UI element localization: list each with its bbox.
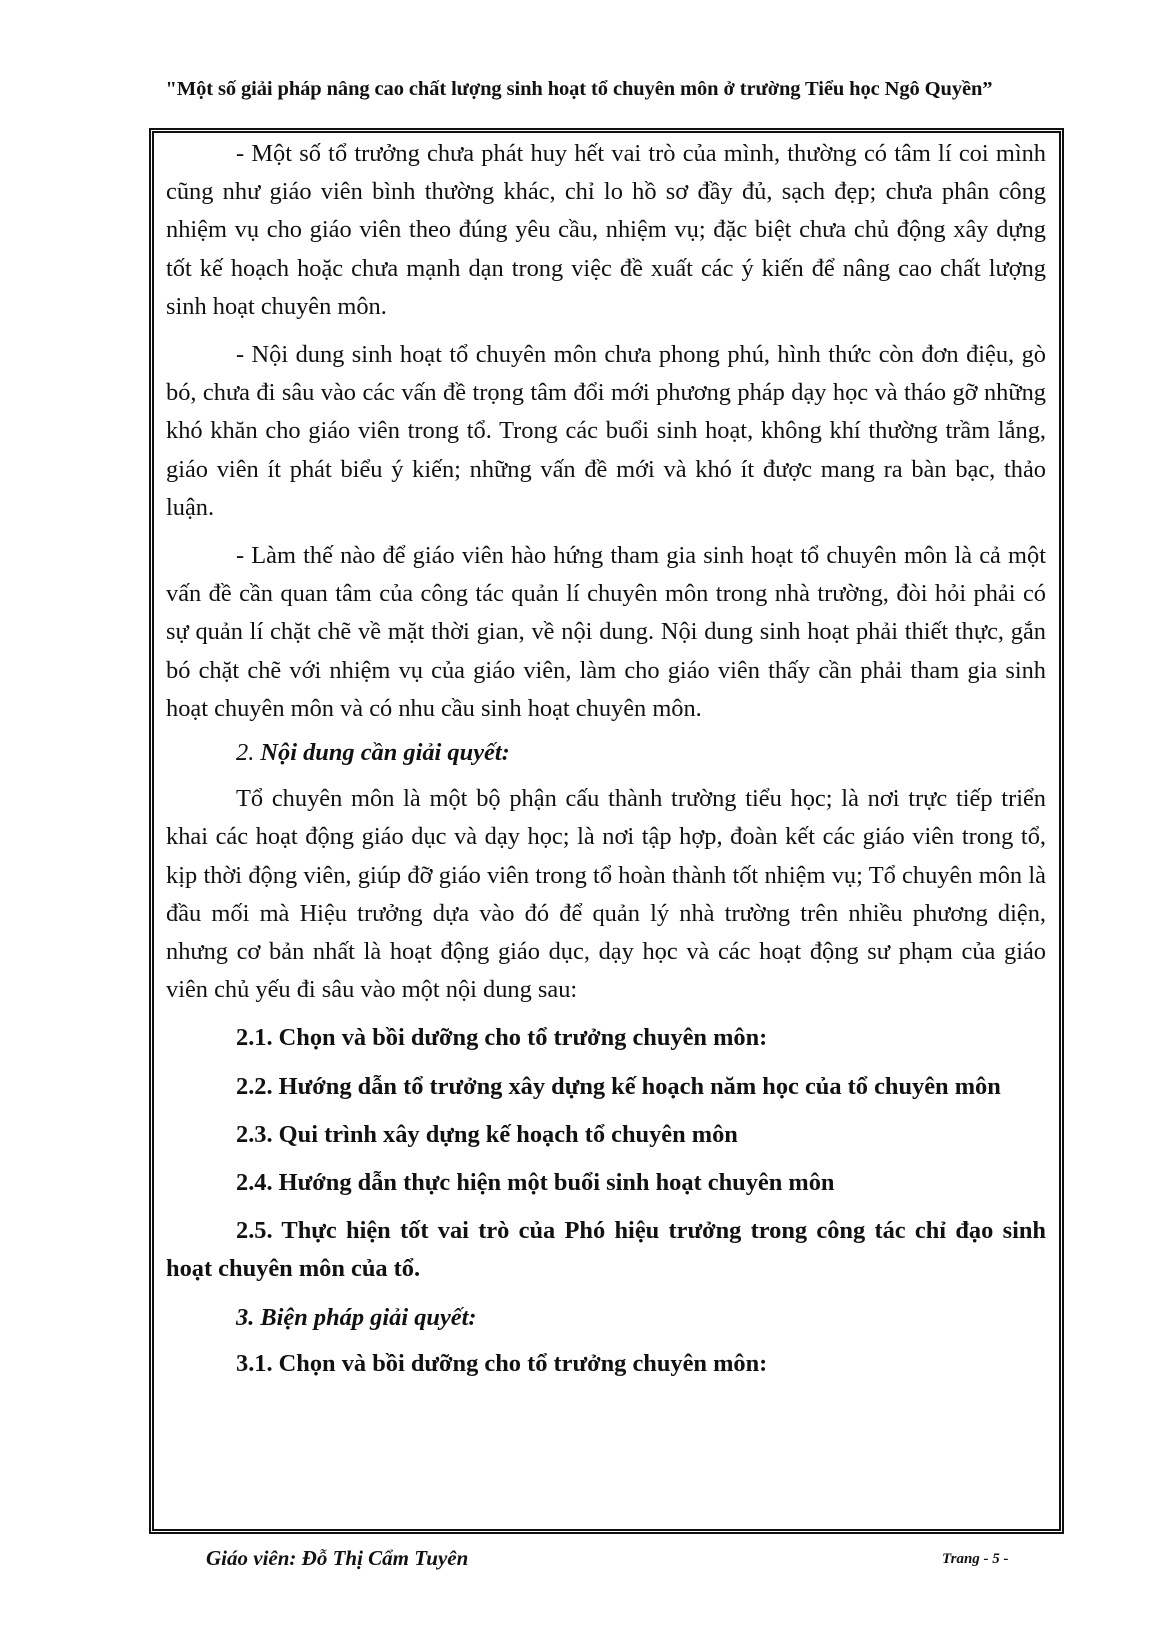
section-2-heading [166, 734, 1046, 772]
paragraph-2: - Nội dung sinh hoạt tổ chuyên môn chưa phong phú, hình thức còn đơn điệu, gò bó, chưa đi sâu vào các vấn đề trọng tâm đổi mới phương pháp dạy học và tháo gỡ những khó khăn cho giáo viên trong tổ. Trong các buổi sinh hoạt, không khí thường trầm lắng, giáo viên ít phát biểu ý kiến; những vấn đề mới và khó ít được mang ra bàn bạc, thảo luận. [166, 341, 1046, 521]
list-item-2-3: 2.3. Qui trình xây dựng kế hoạch tổ chuyên môn [236, 1120, 738, 1148]
list-item-3-1: 3.1. Chọn và bồi dưỡng cho tổ trưởng chuyên môn: [236, 1349, 768, 1377]
paragraph-3: - Làm thế nào để giáo viên hào hứng tham gia sinh hoạt tổ chuyên môn là cả một vấn đề cần quan tâm của công tác quản lí chuyên môn trong nhà trường, đòi hỏi phải có sự quản lí chặt chẽ về mặt thời gian, về nội dung. Nội dung sinh hoạt phải thiết thực, gắn bó chặt chẽ với nhiệm vụ của giáo viên, làm cho giáo viên thấy cần phải tham gia sinh hoạt chuyên môn và có nhu cầu sinh hoạt chuyên môn. [166, 542, 1046, 722]
list-item-2-5: 2.5. Thực hiện tốt vai trò của Phó hiệu trưởng trong công tác chỉ đạo sinh hoạt chuyên môn của tổ. [166, 1217, 1046, 1283]
document-body [166, 135, 1046, 1393]
list-item-2-2: 2.2. Hướng dẫn tổ trưởng xây dựng kế hoạch năm học của tổ chuyên môn [236, 1072, 1001, 1100]
paragraph-4: Tổ chuyên môn là một bộ phận cấu thành trường tiểu học; là nơi trực tiếp triển khai các hoạt động giáo dục và dạy học; là nơi tập hợp, đoàn kết các giáo viên trong tổ, kịp thời động viên, giúp đỡ giáo viên trong tổ hoàn thành tốt nhiệm vụ; Tổ chuyên môn là đầu mối mà Hiệu trưởng dựa vào đó để quản lý nhà trường trên nhiều phương diện, nhưng cơ bản nhất là hoạt động giáo dục, dạy học và các hoạt động sư phạm của giáo viên chủ yếu đi sâu vào một nội dung sau: [166, 785, 1046, 1004]
paragraph-1: - Một số tổ trưởng chưa phát huy hết vai trò của mình, thường có tâm lí coi mình cũng như giáo viên bình thường khác, chỉ lo hồ sơ đầy đủ, sạch đẹp; chưa phân công nhiệm vụ cho giáo viên theo đúng yêu cầu, nhiệm vụ; đặc biệt chưa chủ động xây dựng tốt kế hoạch hoặc chưa mạnh dạn trong việc đề xuất các ý kiến để nâng cao chất lượng sinh hoạt chuyên môn. [166, 140, 1046, 320]
section-2-number: 2. [236, 739, 255, 767]
list-item-2-1: 2.1. Chọn và bồi dưỡng cho tổ trưởng chuyên môn: [236, 1024, 768, 1052]
list-item-2-4: 2.4. Hướng dẫn thực hiện một buổi sinh hoạt chuyên môn [236, 1169, 835, 1197]
section-3-title: 3. Biện pháp giải quyết: [236, 1303, 477, 1331]
section-3-heading [166, 1299, 1046, 1337]
footer-page-number: Trang - 5 - [942, 1551, 1009, 1567]
footer-teacher-name: Giáo viên: Đỗ Thị Cẩm Tuyên [206, 1546, 469, 1570]
page-header-title: "Một số giải pháp nâng cao chất lượng sinh hoạt tổ chuyên môn ở trường Tiểu học Ngô Quyền” [165, 78, 993, 100]
section-2-title: Nội dung cần giải quyết: [260, 739, 510, 767]
